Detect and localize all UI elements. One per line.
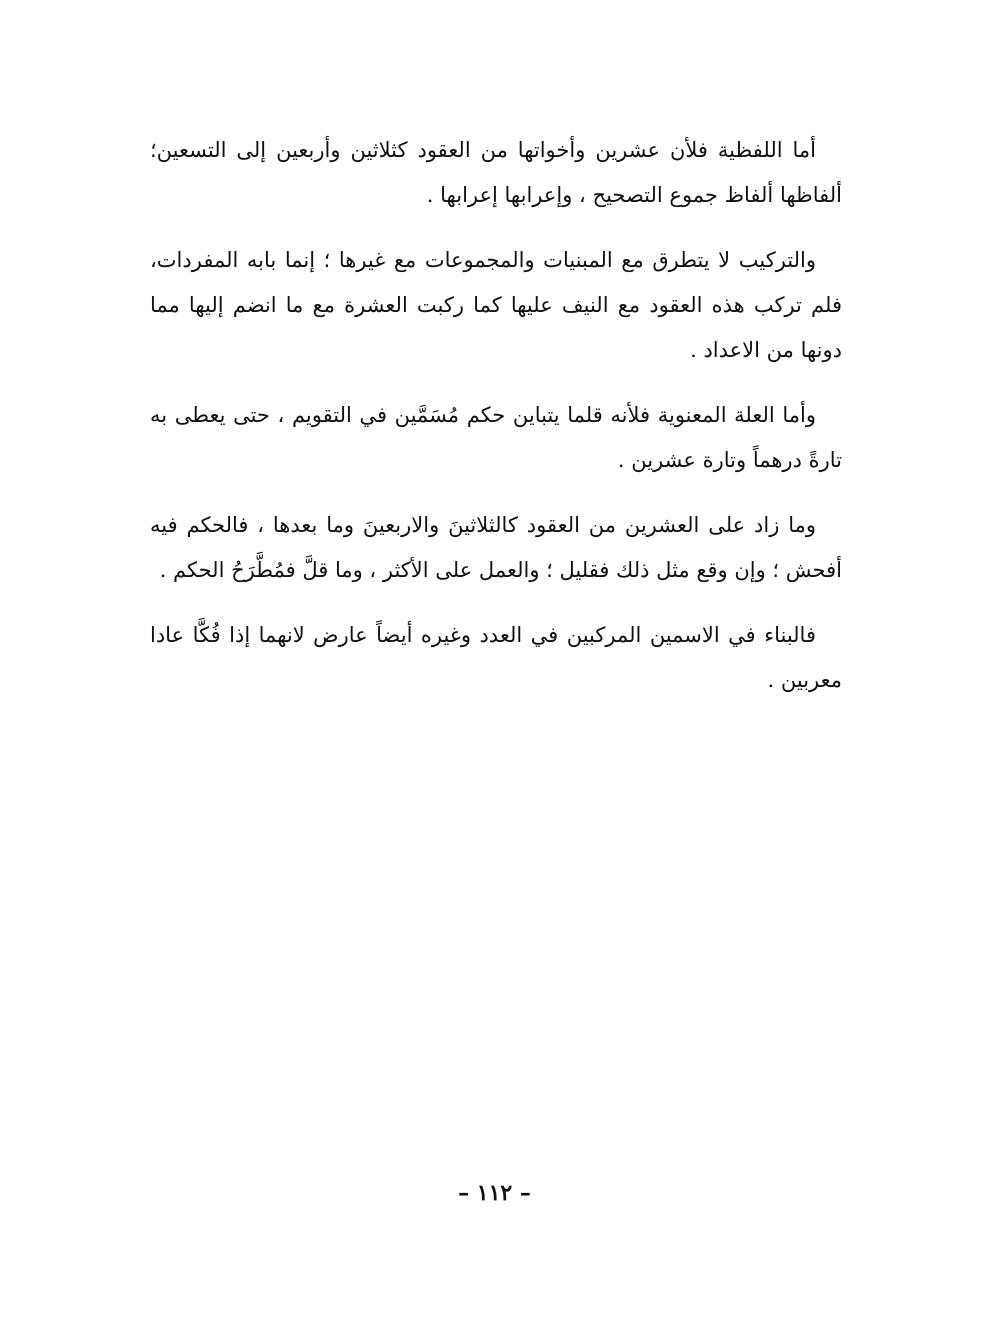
paragraph-5-line-2: عادا معربين .	[150, 623, 842, 692]
paragraph-1-line-1: أما اللفظية فلأن عشرين وأخواتها من العقود كثلاثين وأربعين إلى التسعين؛	[150, 138, 816, 162]
paragraph-2-line-1: والتركيب لا يتطرق مع المبنيات والمجموعات مع غيرها ؛ إنما بابه المفردات،	[150, 248, 816, 272]
paragraph-3-line-2: تارةً درهماً وتارة عشرين .	[617, 448, 842, 472]
page-number: – ١١٢ –	[458, 1180, 531, 1206]
paragraph-3	[150, 393, 842, 483]
paragraph-2	[150, 238, 842, 373]
paragraph-1-line-2: ألفاظها ألفاظ جموع التصحيح ، وإعرابها إعرابها .	[426, 183, 842, 207]
paragraph-4-line-2: أفحش ؛ وإن وقع مثل ذلك فقليل ؛ والعمل على الأكثر ، وما قلَّ فمُطَّرَحُ	[231, 558, 842, 582]
paragraph-5-line-1: فالبناء في الاسمين المركبين في العدد وغيره أيضاً عارض لانهما إذا فُكَّا	[192, 623, 816, 647]
paragraph-5	[150, 613, 842, 703]
paragraph-4	[150, 503, 842, 593]
paragraph-3-line-1: وأما العلة المعنوية فلأنه قلما يتباين حكم مُسَمَّين في التقويم ، حتى يعطى به	[150, 403, 816, 427]
text-block	[150, 128, 842, 723]
paragraph-2-line-2: فلم تركب هذه العقود مع النيف عليها كما ركبت العشرة مع ما انضم إليها مما	[150, 293, 842, 317]
paragraph-2-line-3: دونها من الاعداد .	[690, 338, 842, 362]
paragraph-1	[150, 128, 842, 218]
paragraph-4-line-3: الحكم .	[159, 558, 225, 582]
paragraph-4-line-1: وما زاد على العشرين من العقود كالثلاثينَ والاربعينَ وما بعدها ، فالحكم فيه	[150, 513, 816, 537]
